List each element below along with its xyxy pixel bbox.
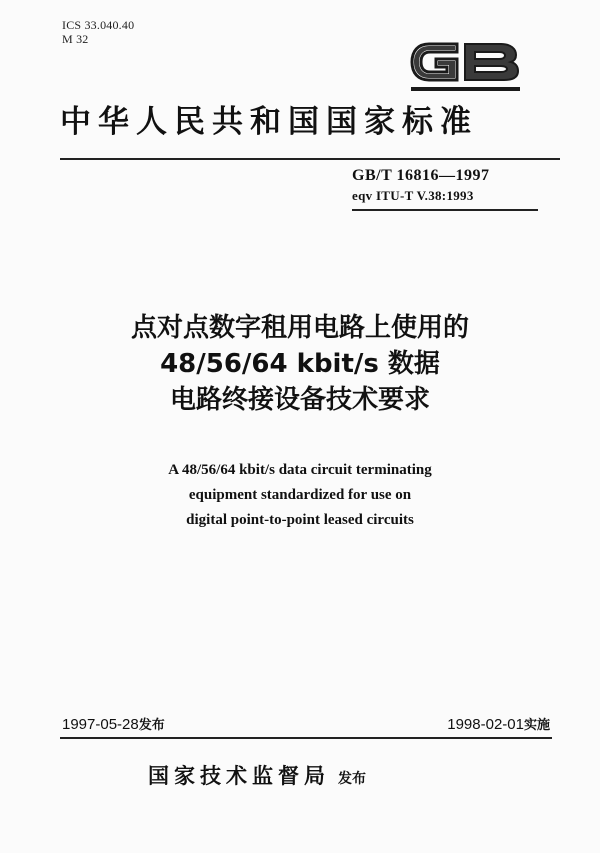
classification-block <box>62 18 134 46</box>
issue-date <box>62 714 165 733</box>
implementation-date-label: 实施 <box>523 718 550 733</box>
issue-date-label: 发布 <box>138 718 165 733</box>
issuer <box>148 760 366 790</box>
chinese-title-line-1: 点对点数字租用电路上使用的 <box>130 313 469 343</box>
english-title-line-1: A 48/56/64 kbit/s data circuit terminating <box>168 462 432 478</box>
gb-logo <box>409 38 521 86</box>
standard-code: GB/T 16816—1997 <box>352 167 490 184</box>
header-divider <box>60 158 560 160</box>
chinese-title-line-3: 电路终接设备技术要求 <box>169 385 430 415</box>
equivalent-standard: eqv ITU-T V.38:1993 <box>352 188 474 203</box>
english-title-line-2: equipment standardized for use on <box>188 487 412 503</box>
issuer-name: 国家技术监督局 <box>148 763 330 788</box>
ccs-code: M 32 <box>62 32 89 46</box>
standard-number-divider <box>352 209 538 211</box>
standard-number-block <box>352 166 538 211</box>
national-standard-title: 中华人民共和国国家标准 <box>60 104 478 140</box>
issue-date-value: 1997-05-28 <box>62 716 139 733</box>
ics-code: ICS 33.040.40 <box>62 18 135 32</box>
english-title <box>0 458 600 533</box>
english-title-line-3: digital point-to-point leased circuits <box>186 512 414 528</box>
issuer-label: 发布 <box>338 771 366 787</box>
footer-divider <box>60 737 552 739</box>
logo-underline <box>411 87 520 91</box>
implementation-date-value: 1998-02-01 <box>447 716 524 733</box>
implementation-date <box>447 714 550 733</box>
chinese-title <box>0 310 600 418</box>
chinese-title-line-2: 48/56/64 kbit/s 数据 <box>160 349 440 379</box>
